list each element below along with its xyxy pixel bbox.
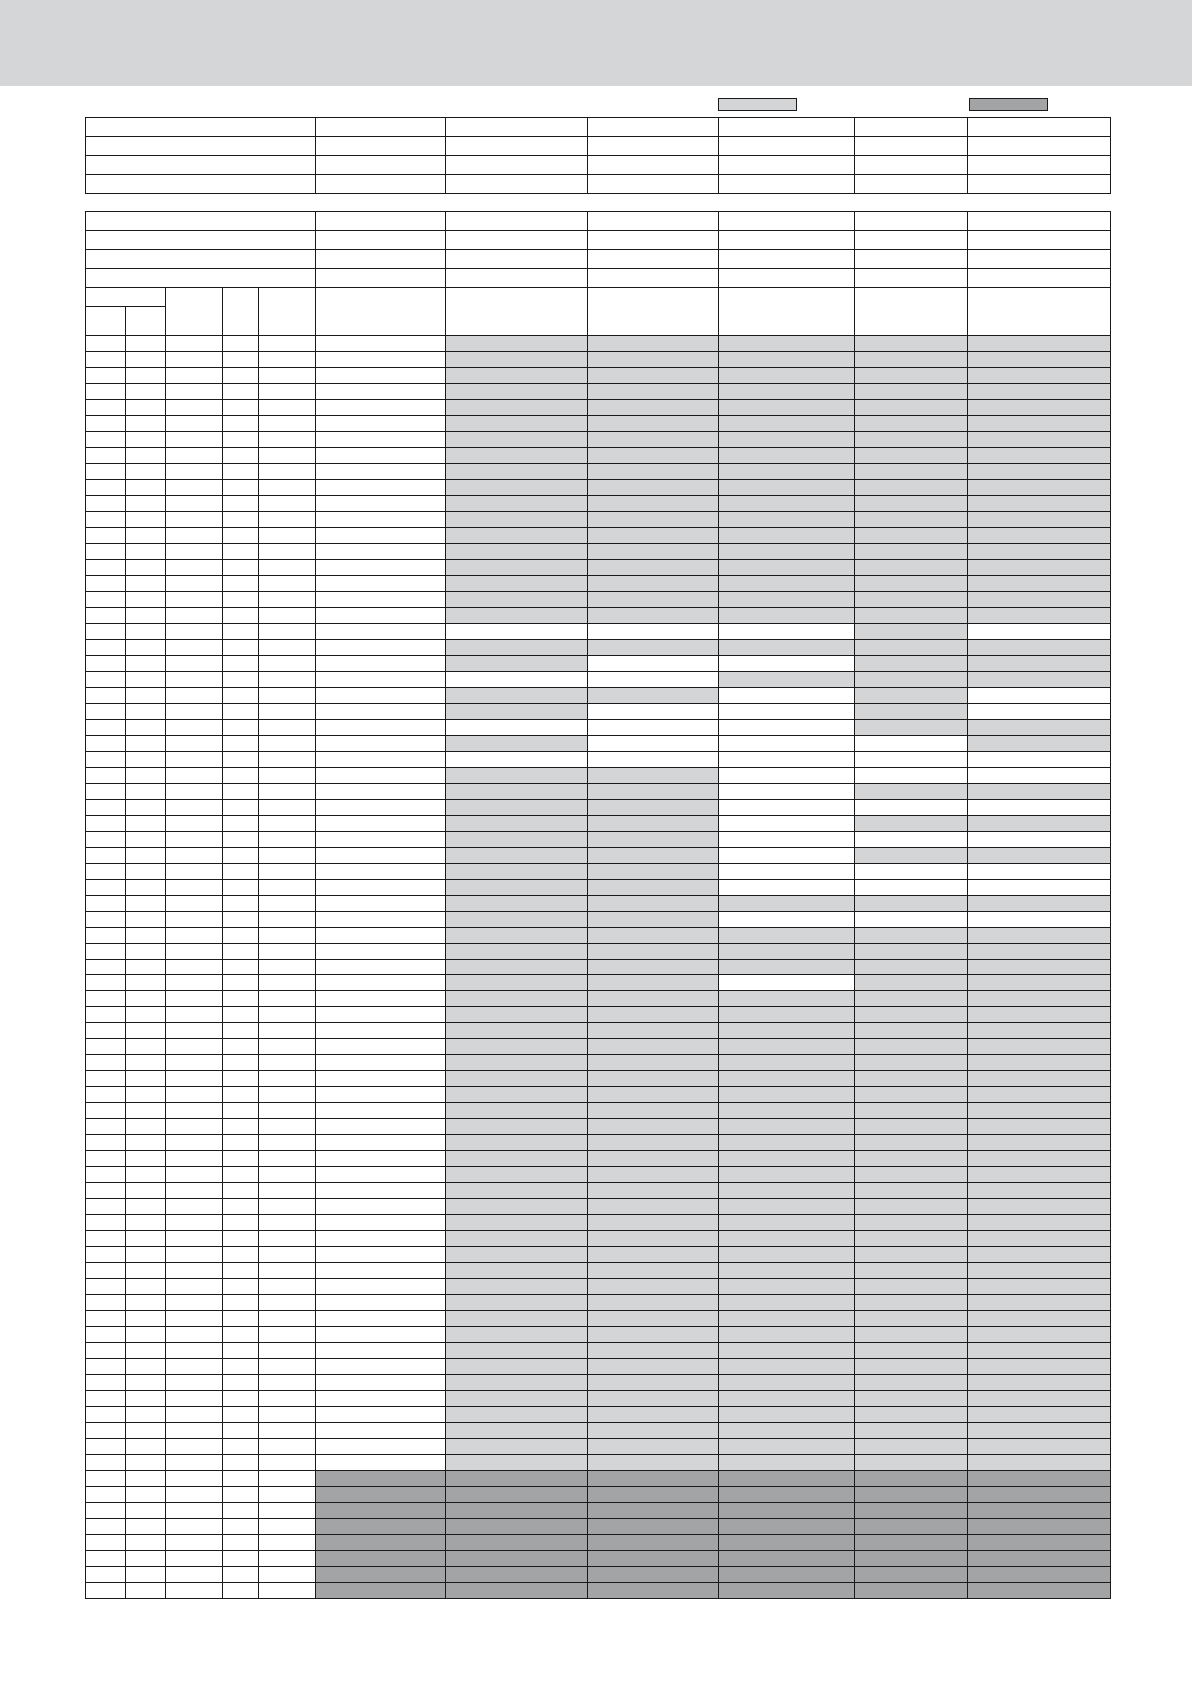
top-table-col-line bbox=[587, 117, 588, 193]
body-row-line bbox=[85, 463, 1110, 464]
body-row-line bbox=[85, 415, 1110, 416]
body-row-line bbox=[85, 1422, 1110, 1423]
body-row-line bbox=[85, 1262, 1110, 1263]
top-table-row-line bbox=[85, 155, 1110, 156]
top-table-col-line bbox=[315, 117, 316, 193]
body-row-line bbox=[85, 639, 1110, 640]
body-row-line bbox=[85, 1166, 1110, 1167]
top-table-row-line bbox=[85, 174, 1110, 175]
body-row-line bbox=[85, 687, 1110, 688]
top-table-col-line bbox=[967, 117, 968, 193]
top-table-row-line bbox=[85, 136, 1110, 137]
body-row-line bbox=[85, 1102, 1110, 1103]
body-header-bottom-line bbox=[85, 335, 1110, 336]
body-row-line bbox=[85, 479, 1110, 480]
body-row-line bbox=[85, 1326, 1110, 1327]
body-row-line bbox=[85, 655, 1110, 656]
body-row-line bbox=[85, 863, 1110, 864]
body-row-line bbox=[85, 367, 1110, 368]
top-table-col-line bbox=[718, 117, 719, 193]
body-row-line bbox=[85, 671, 1110, 672]
body-row-line bbox=[85, 1054, 1110, 1055]
body-row-line bbox=[85, 974, 1110, 975]
body-row-line bbox=[85, 1230, 1110, 1231]
body-row-line bbox=[85, 1342, 1110, 1343]
body-row-line bbox=[85, 943, 1110, 944]
body-row-line bbox=[85, 911, 1110, 912]
body-row-line bbox=[85, 895, 1110, 896]
body-row-line bbox=[85, 511, 1110, 512]
body-row-line bbox=[85, 703, 1110, 704]
body-row-line bbox=[85, 1278, 1110, 1279]
body-row-line bbox=[85, 847, 1110, 848]
body-row-line bbox=[85, 575, 1110, 576]
body-row-line bbox=[85, 1358, 1110, 1359]
body-row-line bbox=[85, 623, 1110, 624]
body-row-line bbox=[85, 591, 1110, 592]
body-row-line bbox=[85, 1022, 1110, 1023]
body-header-row-line bbox=[85, 268, 1110, 269]
body-row-line bbox=[85, 527, 1110, 528]
body-row-line bbox=[85, 1486, 1110, 1487]
body-row-line bbox=[85, 1454, 1110, 1455]
body-header-row-line bbox=[85, 249, 1110, 250]
body-row-line bbox=[85, 1182, 1110, 1183]
body-row-line bbox=[85, 559, 1110, 560]
body-row-line bbox=[85, 1038, 1110, 1039]
top-table-col-line bbox=[445, 117, 446, 193]
body-row-line bbox=[85, 1294, 1110, 1295]
body-row-line bbox=[85, 1070, 1110, 1071]
body-row-line bbox=[85, 1214, 1110, 1215]
body-row-line bbox=[85, 735, 1110, 736]
body-row-line bbox=[85, 990, 1110, 991]
body-row-line bbox=[85, 767, 1110, 768]
body-row-line bbox=[85, 1246, 1110, 1247]
body-row-line bbox=[85, 1086, 1110, 1087]
body-row-line bbox=[85, 351, 1110, 352]
body-row-line bbox=[85, 815, 1110, 816]
body-row-line bbox=[85, 431, 1110, 432]
body-col-line-narrow bbox=[125, 306, 126, 1598]
body-row-line bbox=[85, 1118, 1110, 1119]
body-row-line bbox=[85, 447, 1110, 448]
body-row-line bbox=[85, 1518, 1110, 1519]
body-row-line bbox=[85, 879, 1110, 880]
body-row-line bbox=[85, 383, 1110, 384]
body-row-line bbox=[85, 1566, 1110, 1567]
body-row-line bbox=[85, 1502, 1110, 1503]
body-row-line bbox=[85, 927, 1110, 928]
body-row-line bbox=[85, 399, 1110, 400]
body-row-line bbox=[85, 495, 1110, 496]
body-row-line bbox=[85, 1006, 1110, 1007]
body-row-line bbox=[85, 1534, 1110, 1535]
body-row-line bbox=[85, 1470, 1110, 1471]
body-row-line bbox=[85, 607, 1110, 608]
body-row-line bbox=[85, 1550, 1110, 1551]
body-row-line bbox=[85, 799, 1110, 800]
body-row-line bbox=[85, 1582, 1110, 1583]
body-header-row-line bbox=[85, 230, 1110, 231]
body-row-line bbox=[85, 783, 1110, 784]
body-row-line bbox=[85, 1198, 1110, 1199]
body-row-line bbox=[85, 751, 1110, 752]
top-table-col-line bbox=[854, 117, 855, 193]
body-row-line bbox=[85, 1438, 1110, 1439]
body-row-line bbox=[85, 831, 1110, 832]
body-header-row-line bbox=[85, 287, 1110, 288]
body-row-line bbox=[85, 1150, 1110, 1151]
body-row-line bbox=[85, 959, 1110, 960]
body-row-line bbox=[85, 1310, 1110, 1311]
body-row-line bbox=[85, 719, 1110, 720]
body-row-line bbox=[85, 1390, 1110, 1391]
body-row-line bbox=[85, 543, 1110, 544]
body-row-line bbox=[85, 1374, 1110, 1375]
body-row-line bbox=[85, 1134, 1110, 1135]
body-row-line bbox=[85, 1406, 1110, 1407]
